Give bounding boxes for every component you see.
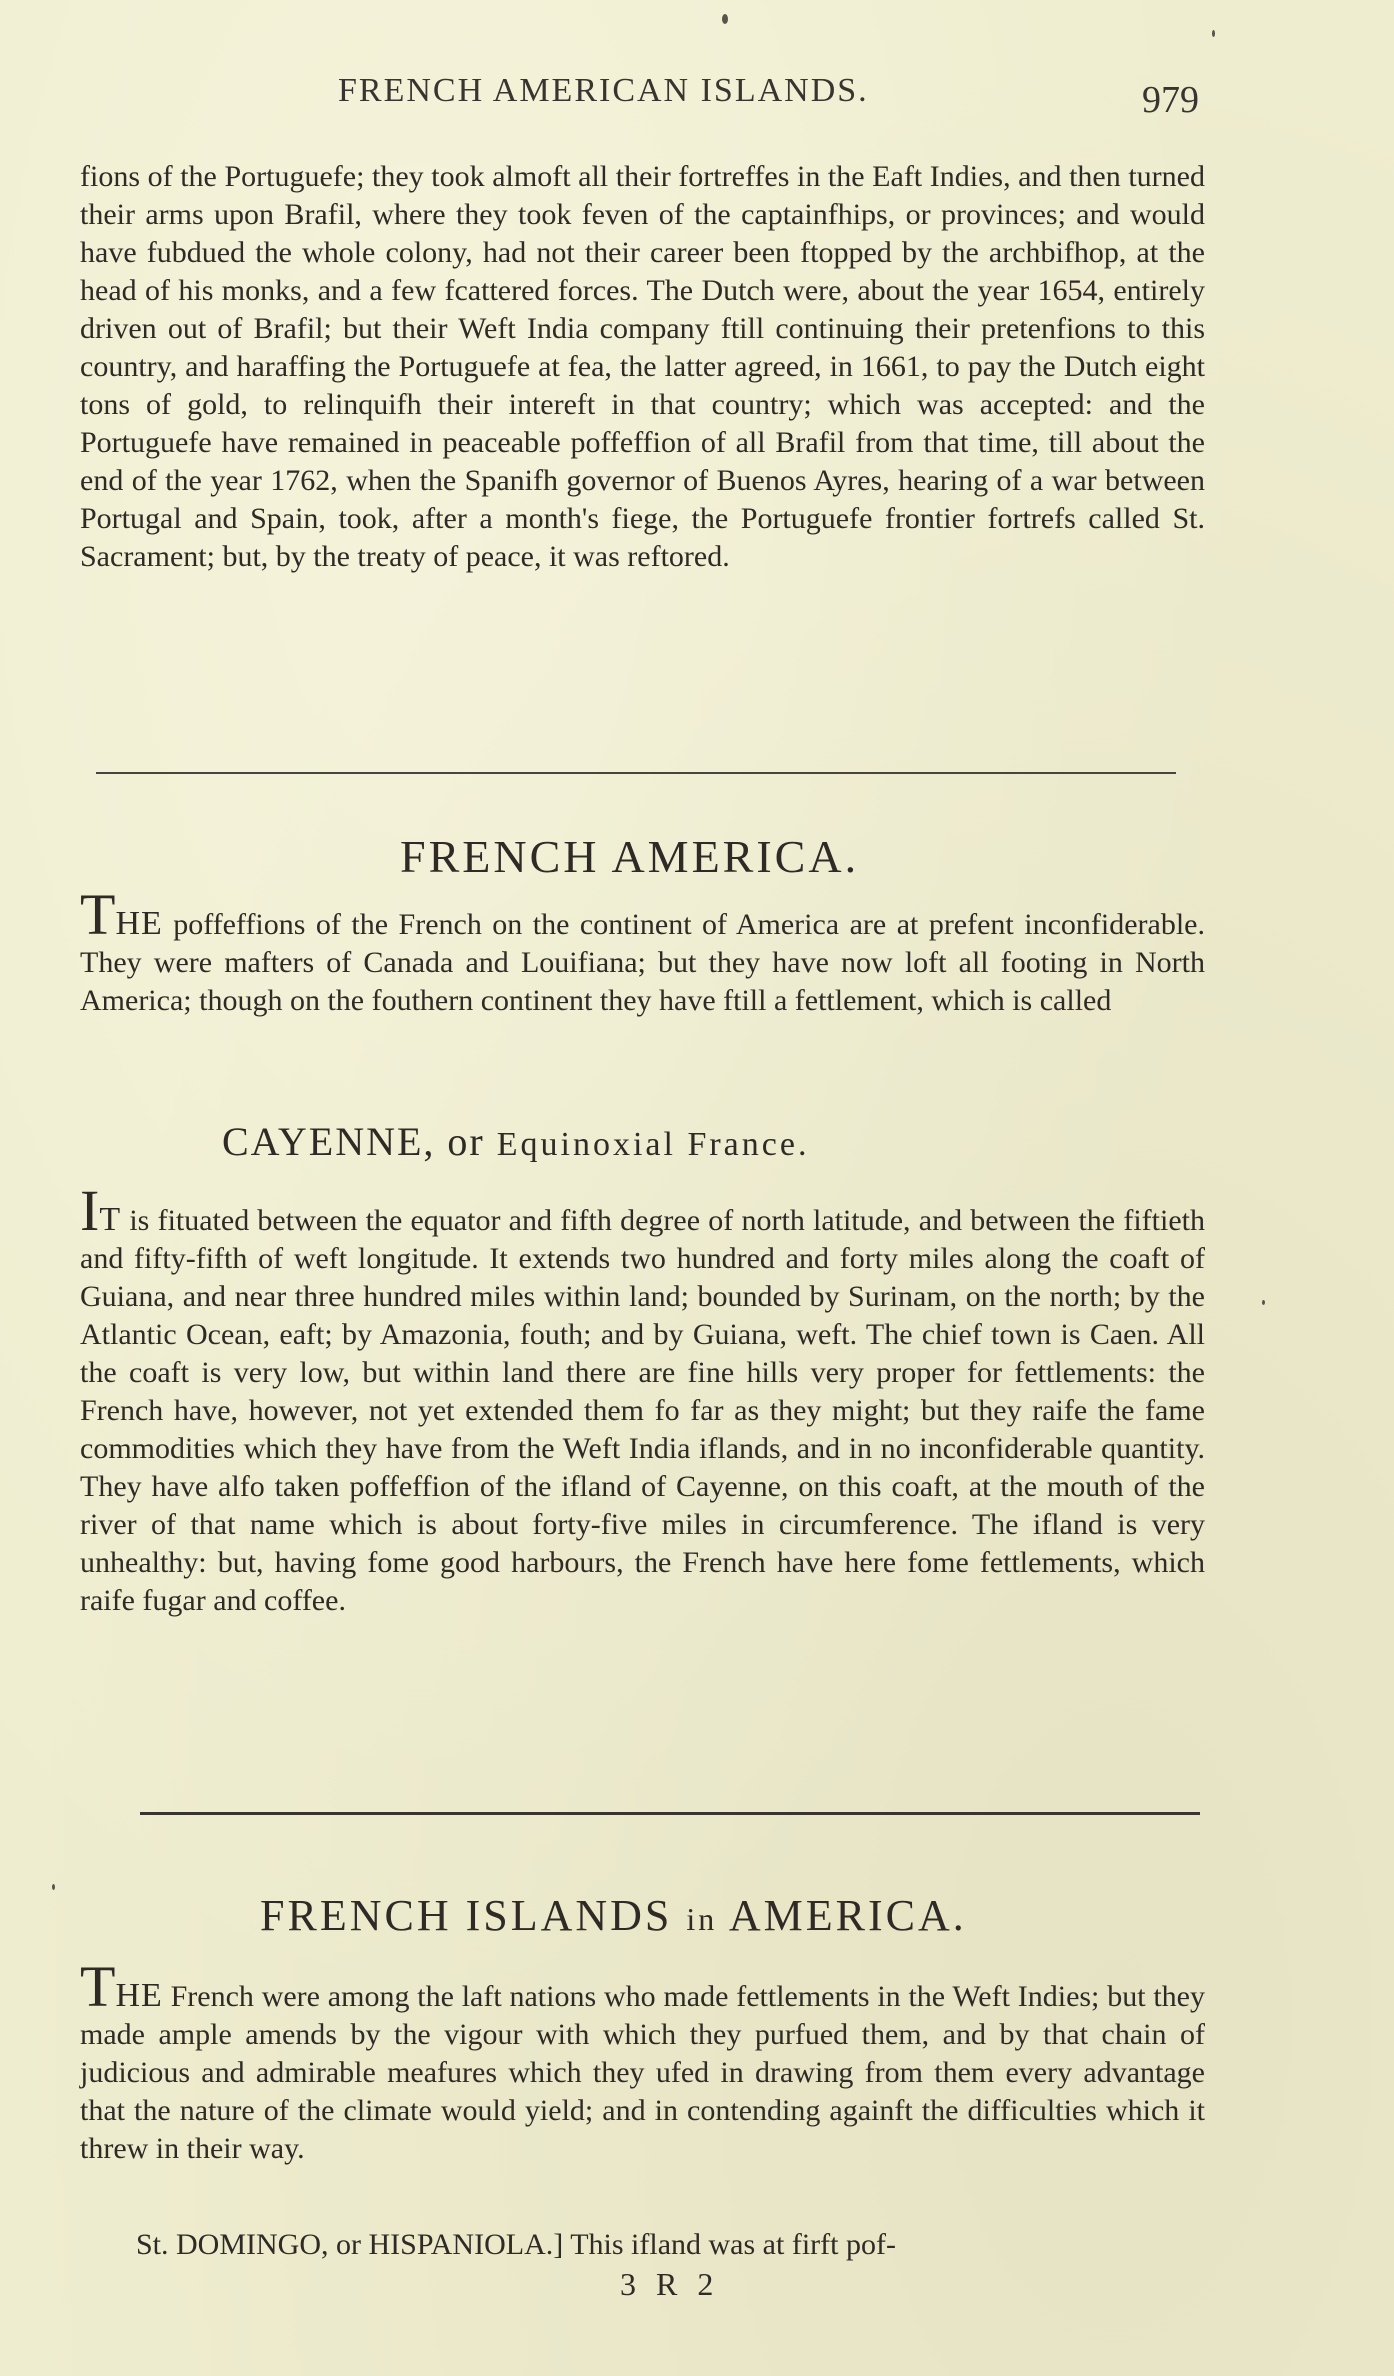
catchline-st-domingo [136,2228,1206,2262]
section-title-french-america: FRENCH AMERICA. [400,831,860,882]
side-heading: St. DOMINGO, or HISPANIOLA.] [136,2228,564,2261]
paragraph-text: This ifland was at firft pof- [563,2228,896,2261]
section-title-cayenne [222,1118,809,1165]
drop-cap: T [80,1954,116,2019]
small-caps-lead: T [99,1201,122,1238]
section-title-french-islands: FRENCH ISLANDS in AMERICA. [260,1891,967,1940]
paragraph-text: is fituated between the equator and fifth degree of north latitude, and between the fiftieth and fifty-fifth of weft longitude. It extends two hundred and forty miles along the coaft of Guiana, and near three hundred miles within land; bounded by Surinam, on the north; by the Atlantic Ocean, eaft; by Amazonia, fouth; and by Guiana, weft. The chief town is Caen. All the coaft is very low, but within land there are fine hills very proper for fettlements: the French have, however, not yet extended them fo far as they might; but they raife the fame commodities which they have from the Weft India iflands, and in no inconfiderable quantity. They have alfo taken poffeffion of the ifland of Cayenne, on this coaft, at the mouth of the river of that name which is about forty-five miles in circumference. The ifland is very unhealthy: but, having fome good harbours, the French have here fome fettlements, which raife fugar and coffee. [80,1204,1205,1617]
paragraph-continued [80,158,1205,576]
small-caps-lead: HE [115,1977,163,2014]
ink-speck [1212,30,1215,37]
paragraph-text: poffeffions of the French on the continent of America are at prefent inconfiderable. They were mafters of Canada and Louifiana; but they have now loft all footing in North America; though on the fouthern continent they have ftill a fettlement, which is called [80,908,1205,1017]
ink-speck [722,14,728,24]
title-main: CAYENNE, or [222,1119,497,1164]
drop-cap: I [80,1178,100,1243]
section-divider [96,772,1176,774]
title-small-caps: Equinoxial France. [496,1126,810,1163]
ink-speck [52,1884,55,1890]
running-head: FRENCH AMERICAN ISLANDS. [338,72,869,109]
ink-speck [1262,1300,1265,1305]
paragraph-text: French were among the laft nations who made fettlements in the Weft Indies; but they made ample amends by the vigour with which they purfued them, and by that chain of judicious and admirable meafures which they ufed in drawing from them every advantage that the nature of the climate would yield; and in contending againft the difficulties which it threw in their way. [80,1980,1205,2165]
section-divider [140,1812,1200,1815]
page-number: 979 [1142,79,1199,121]
signature-mark: 3 R 2 [620,2266,720,2302]
small-caps-lead: HE [115,905,163,942]
paragraph-cayenne [80,1178,1205,1620]
paragraph-french-islands [80,1954,1205,2168]
paragraph-french-america [80,882,1205,1020]
drop-cap: T [80,882,116,947]
paragraph-text: fions of the Portuguefe; they took almoft all their fortreffes in the Eaft Indies, and then turned their arms upon Brafil, where they took feven of the captainfhips, or provinces; and would have fubdued the whole colony, had not their career been ftopped by the archbifhop, at the head of his monks, and a few fcattered forces. The Dutch were, about the year 1654, entirely driven out of Brafil; but their Weft India company ftill continuing their pretenfions to this country, and haraffing the Portuguefe at fea, the latter agreed, in 1661, to pay the Dutch eight tons of gold, to relinquifh their intereft in that country; which was accepted: and the Portuguefe have remained in peaceable poffeffion of all Brafil from that time, till about the end of the year 1762, when the Spanifh governor of Buenos Ayres, hearing of a war between Portugal and Spain, took, after a month's fiege, the Portuguefe frontier fortrefs called St. Sacrament; but, by the treaty of peace, it was reftored. [80,160,1205,573]
